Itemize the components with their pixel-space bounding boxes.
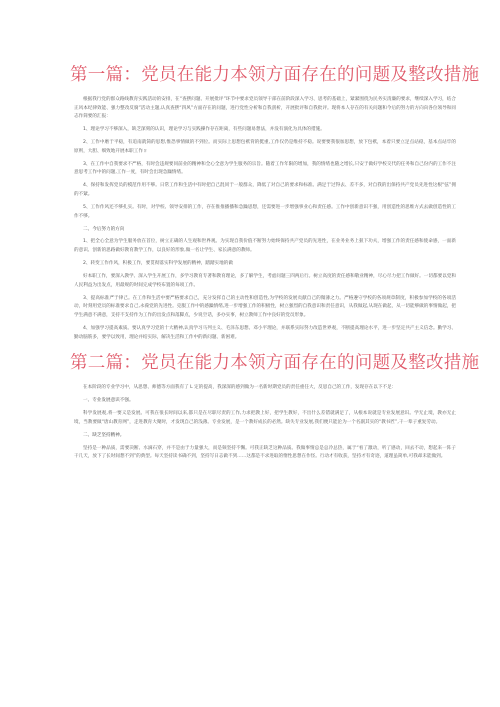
section1-subheading: 二、今后努力的方向 <box>83 226 125 232</box>
section2-heading-1: 一、专业发展意识不强。 <box>83 398 134 404</box>
section2-intro: 在本阶段的专业学习中，从思想、师德等方面我有了 L 定的提高，我深深的感到做为一名新时期党员的责任重任大，反思自己的工作，发现存在以下不足： <box>83 385 397 391</box>
section1-direction-4: 4、加强学习提高素质。要认真学习党的十大精神,认真学习马列主义、毛泽东思想、邓小平理论，并联系实际努力改造世界观，不断提高理论水平，进一步坚定共产主义信念。勤学习、勤动脑筋多，要学以致用，理论并结实际，解决生活和工作中的新问题、新困难。 <box>74 325 456 340</box>
section1-intro: 根据我行党的群众路线教育实践活动的安排，在“查摆问题、开展批评”环节中要求党员领导干部在前阶段深入学习、思考的基础上，紧紧围绕为民务实清廉的要求，继续深入学习，结合正风本纪律效能、强力整改反腐”活动主题,认真查摆“四风”方面存在的问题，进行党性分析和自我剖析，开展批评和自我批评。现将本人存在的有关问题和今后的努力的方向向各位领导和同志作简要的汇报： <box>74 97 456 120</box>
section2-body-1: 科学发展观,将一要义是发展。可我在很长时间以来,都只是在尽职尽责的工作,力求把教上好，把学生教好，不出什么差错就满足了，从根本说就是专业发展意识。学无止境，教亦无止境，当教要做“唐山教育网”，走进教育大聚时，才发现自己的浅薄。专业发展，是一个教好成长的必然。缺失专业发展,我们便只能沦为一个名副其实的“教书匠”,干一辈子重复劳动。 <box>74 411 456 425</box>
section1-item-5: 5、工作作风还不够扎实。有时，对学校、领导安排的工作，存在推推播播和急躁思想，还需要进一步增强事业心和责任感。工作中创新意识不强，用创造性的思维方式去做创造性的工作不够。 <box>74 204 456 219</box>
section1-title: 第一篇：党员在能力本领方面存在的问题及整改措施 <box>70 65 480 85</box>
section1-direction-2: 2、转变工作作风，积极工作，要贯彻落实科学发展的精神，踏踏实地的做 <box>83 261 233 267</box>
section1-item-2: 2、工作中磨于平稳，有追南就简的思想,惟恐事情做的不到位。而实际上思想包袱背的挺重,工作仅仍是维持不稳。说要要我很加思想，放下包袱，本着只要立足点站稳，基本点站牢的原则，大胆、细致地开展本职工作ㄖ <box>74 140 456 154</box>
section1-direction-1: 1、把全心全意为学生服务放在首位，树立正确的人生观和世界观。为实现自我价值不断努力始终保持共产党员的先进性，在业务业务上狠下功夫，增强工作的责任感和使命感，一面新的意识、创新的思路做好教育教学工作，以良好的形象,做一名让学生、家长满意的教师。 <box>74 239 456 254</box>
section1-item-3: 3、在工作中自我要求不严格，有时会违规要同前业的精神和全心全意为学生服务的宗旨。随着工作年限的增加，我的情绪也随之增长,只安于做好学校交代的任务和自己份内的工作不注意思考工作中的问题,工作一度，有时会出现急躁情绪。 <box>74 161 456 176</box>
section1-direction-2-cont: 好本职工作，要深入教学、深入学生开展工作，多学习教育专著和教育理论，多了解学生，考虑问题三四两后行。树立高度的责任感和敬业精神，尽心尽力把工作做好。一切都要以党和人民利益为出发点，用最规的时间完成学校布置的每项工作。 <box>74 273 456 288</box>
section2-body-2: 坚持是一种品质，需要决断、水滴石穿，并不是由于力量强大，而是频坚持不懈。可我正缺乏这种品质。我做事情总是总冷总热，属于“看了激动，听了感动，回去不动，想起来一阵子干几天，放下了长时间想不到”的典型。每天坚持读书确不到，坚持写日志做不到……这都是不求进取的惰性思想在作怪。行动才有收获，坚持才有奇迹，道理虽简单,可我却未能做到。 <box>74 445 456 460</box>
section2-title: 第二篇：党员在能力本领方面存在的问题及整改措施 <box>70 353 480 374</box>
section2-heading-2: 二、缺乏坚持精神。 <box>83 432 125 438</box>
section1-item-4: 4、保持和发挥党员的模范作用不够。日常工作和生活中有时把自己混同于一般群众，降低了对自己的要求和标准。满足于过得去、差不多，对自我的出保持共产党员先进性这根“弦”拥的不紧。 <box>74 183 456 198</box>
section1-direction-3: 3、提高标准严于律己。在工作和生活中要严格要求自己，充分发挥自己的主动性和创造性,为学校的发展贡献自己的微薄之力。严格遵守学校的各项规章制度，积极参加学校的各项活动，时刻用党员的标准要求自己,永葆党的先进性。克服工作中的感躁情绪,进一步增强工作的积极性，树立强烈的自我意识和责任意识，从我做起,从现在做起，从一切能够做的事情做起，把学生满意不满意，支持不支持作为工作的出发点和落脚点，少说空话，多办实事，树立教师工作中良好的党员形象。 <box>74 295 456 318</box>
section1-item-1: 1、理论学习不够深入，缺乏深刻的认识，理论学习与实践操作存在距离，有些问题易想法，并没有演化为具体的措施。 <box>83 127 325 133</box>
